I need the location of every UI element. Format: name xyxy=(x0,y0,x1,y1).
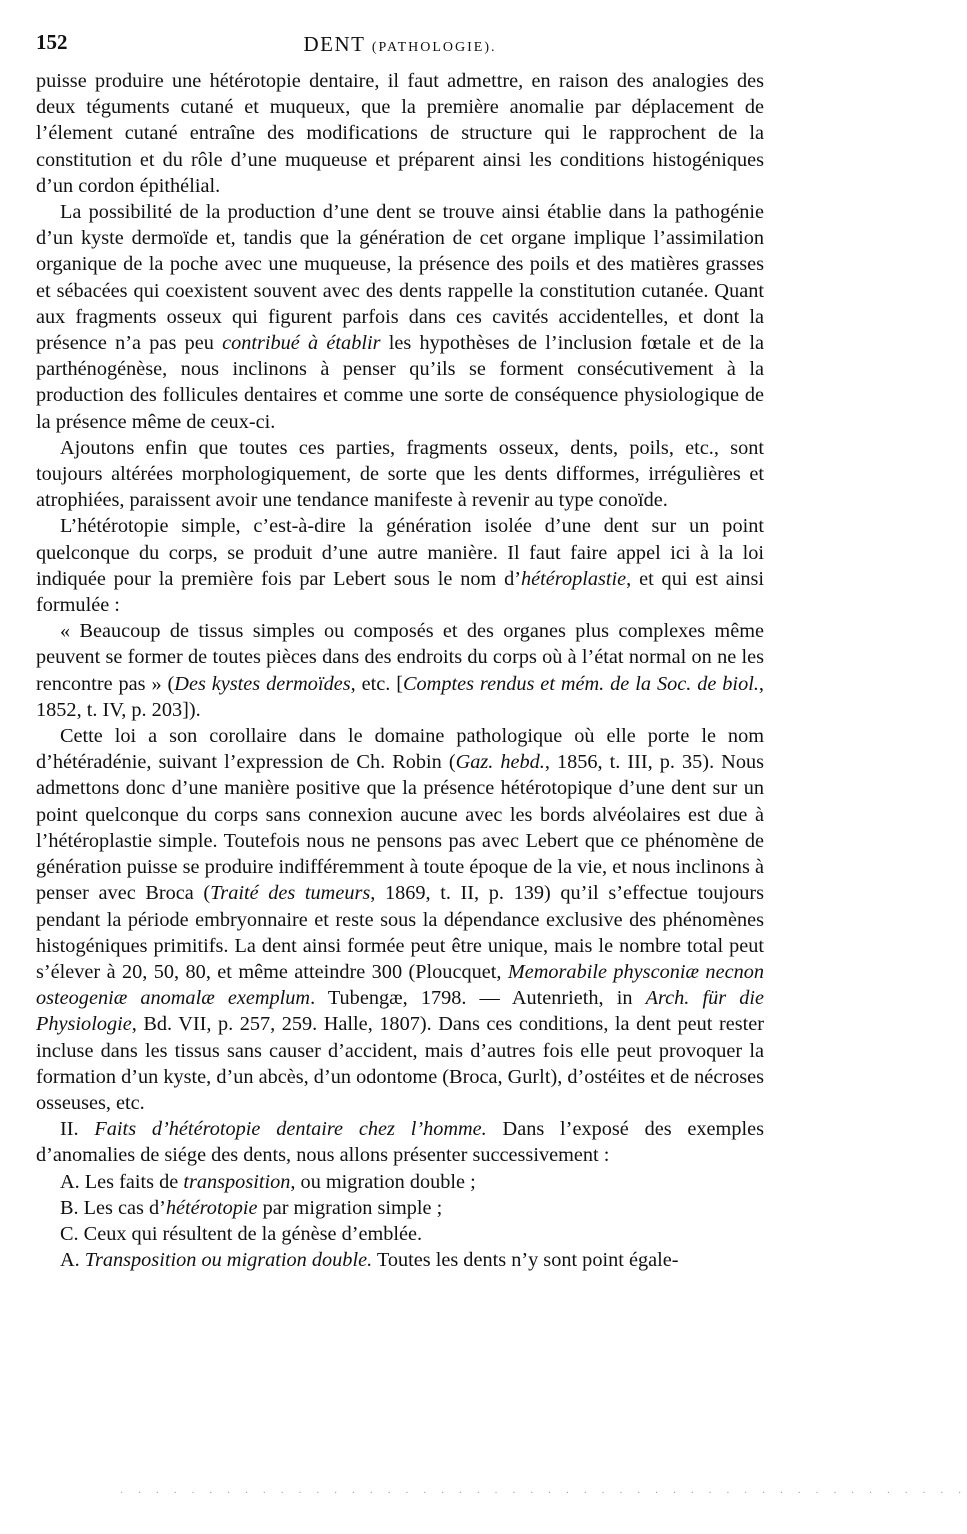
text-run: , 1852, t. IV, p. 203]). xyxy=(36,672,764,721)
running-head xyxy=(36,32,764,57)
text-run: La possibilité de la production d’une dent se trouve ainsi établie dans la pathogénie d’un kyste dermoïde et, tandis que la génération de cet organe implique l’assimilation organique de la poche avec une muqueuse, la présence des poils et des matières grasses et sébacées qui coexistent souvent avec des dents rappelle la constitution cutanée. Quant aux fragments osseux qui figurent parfois dans ces cavités accidentelles, et dont la présence n’a pas peu xyxy=(36,201,764,355)
italic-text: contribué à établir xyxy=(222,332,381,355)
paragraph xyxy=(36,1247,764,1273)
paragraph xyxy=(36,199,764,435)
text-run: Dans l’exposé des exemples d’anomalies de siége des dents, nous allons présenter successivement : xyxy=(36,1118,765,1167)
text-run: par migration simple ; xyxy=(257,1196,443,1219)
running-head-title: DENT xyxy=(303,32,366,56)
italic-text: hétérotopie xyxy=(165,1196,258,1219)
scan-artifact-marks: · · · · · · · · · · · · · · · · · · · · · · · · · · · · · · · · · · · · · · · · · · · · · · · · xyxy=(120,1488,967,1499)
italic-text: transposition xyxy=(183,1170,291,1193)
text-run: , et qui est ainsi formulée : xyxy=(36,567,764,617)
italic-text: hétéroplastie xyxy=(521,567,627,590)
text-run: A. xyxy=(60,1249,85,1272)
text-run: puisse produire une hétérotopie dentaire, il faut admettre, en raison des analogies des deux téguments cutané et muqueux, que la première anomalie par déplacement de l’élement cutané entraîne des modifications de structure qui le rapprochent de la constitution et du rôle d’une muqueuse et préparent ainsi les conditions histogéniques d’un cordon épithélial. xyxy=(36,70,764,197)
list-item xyxy=(36,1195,764,1221)
text-run: A. Les faits de xyxy=(60,1170,184,1193)
text-run: , etc. [ xyxy=(350,672,404,695)
paragraph xyxy=(36,723,764,1116)
page-number: 152 xyxy=(36,30,68,54)
paragraph xyxy=(36,435,764,514)
paragraph xyxy=(36,68,764,199)
italic-text: Gaz. hebd. xyxy=(455,751,545,774)
italic-text: Transposition ou migration double. xyxy=(84,1249,373,1272)
text-run: . Tubengæ, 1798. — Autenrieth, in xyxy=(310,987,646,1010)
list-item xyxy=(36,1169,764,1195)
text-run: les hypothèses de l’inclusion fœtale et de la parthénogénèse, nous inclinons à penser qu’ils se forment consécutivement à la production des follicules dentaires et comme une sorte de conséquence physiologique de la présence même de ceux-ci. xyxy=(36,332,764,433)
text-run: B. Les cas d’ xyxy=(60,1196,166,1219)
italic-text: Comptes rendus et mém. de la Soc. de biol. xyxy=(403,672,759,695)
paragraph xyxy=(36,618,764,723)
page-header xyxy=(36,26,764,62)
text-run: II. xyxy=(60,1118,95,1141)
text-run: Ajoutons enfin que toutes ces parties, fragments osseux, dents, poils, etc., sont toujours altérées morphologiquement, de sorte que les dents difformes, irrégulières et atrophiées, paraissent avoir une tendance manifeste à revenir au type conoïde. xyxy=(36,436,764,512)
italic-text: Faits d’hétérotopie dentaire chez l’homme. xyxy=(94,1118,487,1141)
paragraph xyxy=(36,1116,764,1168)
text-run: C. Ceux qui résultent de la génèse d’emblée. xyxy=(60,1222,423,1245)
italic-text: Arch. für die Physiologie xyxy=(36,987,765,1036)
text-run: , ou migration double ; xyxy=(290,1170,476,1193)
text-run: , Bd. VII, p. 257, 259. Halle, 1807). Dans ces conditions, la dent peut rester incluse dans les tissus sans causer d’accident, mais d’autres fois elle peut provoquer la formation d’un kyste, d’un abcès, d’un odontome (Broca, Gurlt), d’ostéites et de nécroses osseuses, etc. xyxy=(36,1013,764,1114)
text-run: « Beaucoup de tissus simples ou composés et des organes plus complexes même peuvent se former de toutes pièces dans des endroits du corps où à l’état normal on ne les rencontre pas » ( xyxy=(36,620,764,695)
text-run: Toutes les dents n’y sont point égale- xyxy=(372,1249,679,1272)
body-text xyxy=(36,68,764,1273)
text-run: Cette loi a son corollaire dans le domaine pathologique où elle porte le nom d’hétéradénie, suivant l’expression de Ch. Robin ( xyxy=(36,725,764,774)
italic-text: Memorabile physconiæ necnon osteogeniæ anomalæ exemplum xyxy=(36,960,764,1010)
list-item xyxy=(36,1221,764,1247)
text-run: , 1869, t. II, p. 139) qu’il s’effectue toujours pendant la période embryonnaire et reste sous la dépendance exclusive des phénomènes histogéniques primitifs. La dent ainsi formée peut être unique, mais le nombre total peut s’élever à 20, 50, 80, et même atteindre 300 (Ploucquet, xyxy=(36,882,764,983)
text-run: , 1856, t. III, p. 35). Nous admettons donc d’une manière positive que la présence hétérotopique d’une dent sur un point quelconque du corps sans connexion aucune avec les bords alvéolaires est due à l’hétéroplastie simple. Toutefois nous ne pensons pas avec Lebert que ce phénomène de génération puisse se produire indifféremment à toute époque de la vie, et nous inclinons à penser avec Broca ( xyxy=(36,751,764,905)
running-head-subtitle: (PATHOLOGIE). xyxy=(371,40,497,55)
italic-text: Traité des tumeurs xyxy=(210,882,371,905)
italic-text: Des kystes dermoïdes xyxy=(174,672,351,695)
paragraph xyxy=(36,513,764,618)
text-run: L’hétérotopie simple, c’est-à-dire la génération isolée d’une dent sur un point quelconque du corps, se produit d’une autre manière. Il faut faire appel ici à la loi indiquée pour la première fois par Lebert sous le nom d’ xyxy=(36,515,764,590)
